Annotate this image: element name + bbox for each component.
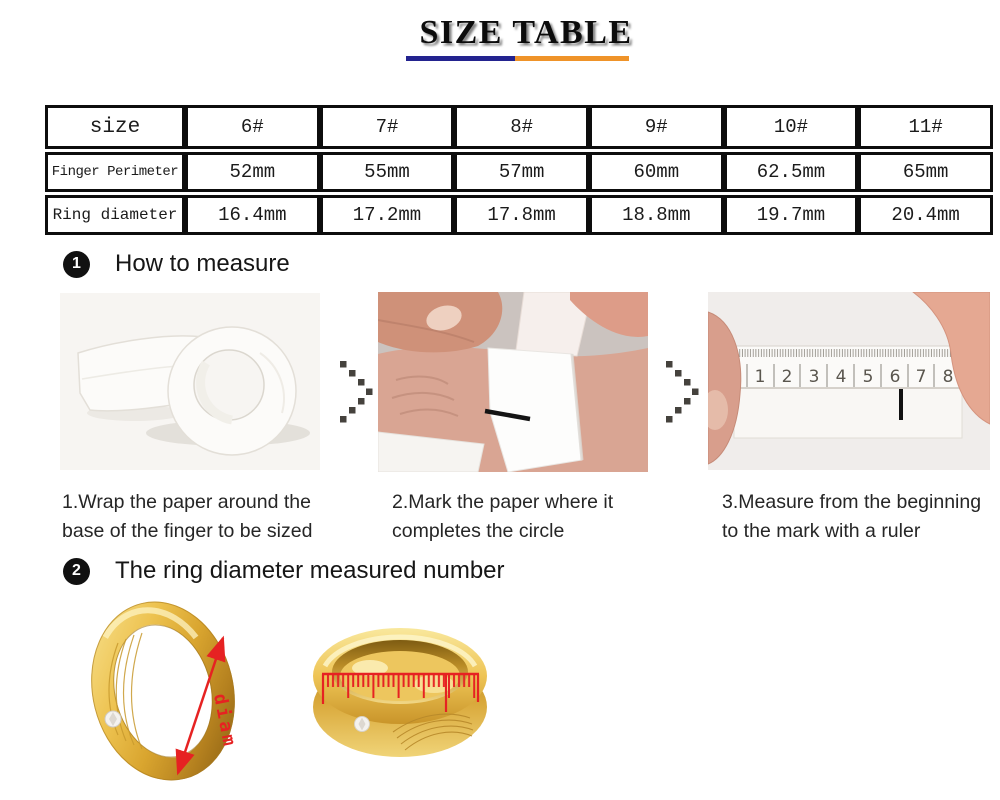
- step1-paper-strip-image: [60, 293, 320, 470]
- ruler-number: 8: [942, 367, 954, 387]
- ruler-number: 4: [835, 367, 847, 387]
- col-header-6: 6#: [185, 105, 320, 149]
- ruler-number: 2: [781, 367, 793, 387]
- cell-value: 17.8mm: [454, 195, 589, 235]
- cell-value: 62.5mm: [724, 152, 859, 192]
- cell-value: 60mm: [589, 152, 724, 192]
- col-header-8: 8#: [454, 105, 589, 149]
- table-row-finger-perimeter: [45, 152, 993, 192]
- diameter-label: diam: [209, 691, 241, 751]
- ruler-number: 7: [915, 367, 927, 387]
- caption-line: completes the circle: [392, 520, 565, 542]
- step2-caption: [392, 488, 613, 546]
- section-ring-diameter: [63, 557, 505, 585]
- step2-wrap-finger-image: [378, 292, 648, 472]
- table-header-row: [45, 105, 993, 149]
- ruler-number: 6: [889, 367, 901, 387]
- ruler-number: 3: [808, 367, 820, 387]
- step1-caption: [62, 488, 312, 546]
- cell-value: 20.4mm: [858, 195, 993, 235]
- page-title: SIZE TABLE: [419, 14, 633, 51]
- ring-size-table: [45, 102, 993, 238]
- caption-line: base of the finger to be sized: [62, 520, 313, 542]
- cell-value: 55mm: [320, 152, 455, 192]
- section-number-badge: 2: [63, 558, 90, 585]
- ring-with-ruler-diagram: [298, 612, 503, 792]
- chevron-right-icon: [338, 360, 376, 424]
- title-underline: [406, 56, 646, 61]
- section-number-badge: 1: [63, 251, 90, 278]
- caption-line: to the mark with a ruler: [722, 520, 921, 542]
- underline-orange-segment: [515, 56, 629, 61]
- col-header-10: 10#: [724, 105, 859, 149]
- ruler-number: 1: [754, 367, 766, 387]
- col-header-9: 9#: [589, 105, 724, 149]
- cell-value: 52mm: [185, 152, 320, 192]
- row-label-ring-diameter: Ring diameter: [45, 195, 185, 235]
- section-how-to-measure: [63, 250, 290, 278]
- caption-line: 1.Wrap the paper around the: [62, 491, 311, 513]
- step3-ruler-image: [708, 292, 990, 470]
- section-title: How to measure: [115, 250, 290, 277]
- cell-value: 16.4mm: [185, 195, 320, 235]
- cell-value: 19.7mm: [724, 195, 859, 235]
- section-title: The ring diameter measured number: [115, 557, 505, 584]
- col-header-11: 11#: [858, 105, 993, 149]
- row-label-finger-perimeter: Finger Perimeter: [45, 152, 185, 192]
- col-header-size: size: [45, 105, 185, 149]
- col-header-7: 7#: [320, 105, 455, 149]
- cell-value: 17.2mm: [320, 195, 455, 235]
- caption-line: 3.Measure from the beginning: [722, 491, 982, 513]
- underline-navy-segment: [406, 56, 515, 61]
- cell-value: 65mm: [858, 152, 993, 192]
- table-row-ring-diameter: [45, 195, 993, 235]
- ring-diameter-diagram: [68, 595, 248, 795]
- title-block: [406, 14, 646, 61]
- chevron-right-icon: [664, 360, 702, 424]
- ruler-number: 5: [862, 367, 874, 387]
- cell-value: 18.8mm: [589, 195, 724, 235]
- caption-line: 2.Mark the paper where it: [392, 491, 614, 513]
- cell-value: 57mm: [454, 152, 589, 192]
- step3-caption: [722, 488, 981, 546]
